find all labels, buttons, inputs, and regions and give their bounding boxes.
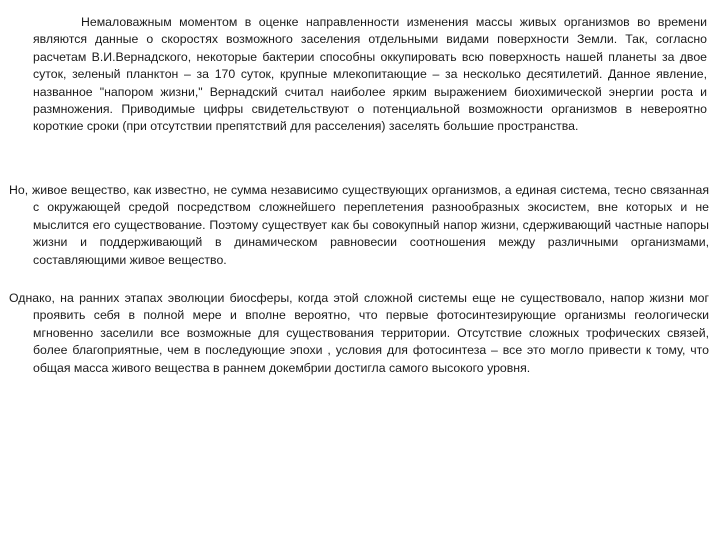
paragraph-2: Но, живое вещество, как известно, не сумма независимо существующих организмов, а единая система, тесно связанная с окружающей средой посредством сложнейшего переплетения разнообразных экосистем, вне которых и не мыслится его существование. Поэтому существует как бы совокупный напор жизни, сдерживающий частные напоры жизни и поддерживающий в динамическом равновесии соотношения между различными организмами, составляющими живое вещество. — [9, 183, 709, 267]
paragraph-3: Однако, на ранних этапах эволюции биосферы, когда этой сложной системы еще не существовало, напор жизни мог проявить себя в полной мере и вполне вероятно, что первые фотосинтезирующие организмы геологически мгновенно заселили все возможные для существования территории. Отсутствие сложных трофических связей, более благоприятные, чем в последующие эпохи , условия для фотосинтеза – все это могло привести к тому, что общая масса живого вещества в раннем докембрии достигла самого высокого уровня. — [9, 291, 709, 375]
paragraph-1: Немаловажным моментом в оценке направленности изменения массы живых организмов во времени являются данные о скоростях возможного заселения отдельными видами поверхности Земли. Так, согласно расчетам В.И.Вернадского, некоторые бактерии способны оккупировать всю поверхность нашей планеты за двое суток, зеленый планктон – за 170 суток, крупные млекопитающие – за несколько десятилетий. Данное явление, названное "напором жизни," Вернадский считал наиболее ярким выражением биохимической энергии роста и размножения. Приводимые цифры свидетельствуют о потенциальной возможности организмов в невероятно короткие сроки (при отсутствии препятствий для расселения) заселять большие пространства. — [33, 15, 707, 134]
